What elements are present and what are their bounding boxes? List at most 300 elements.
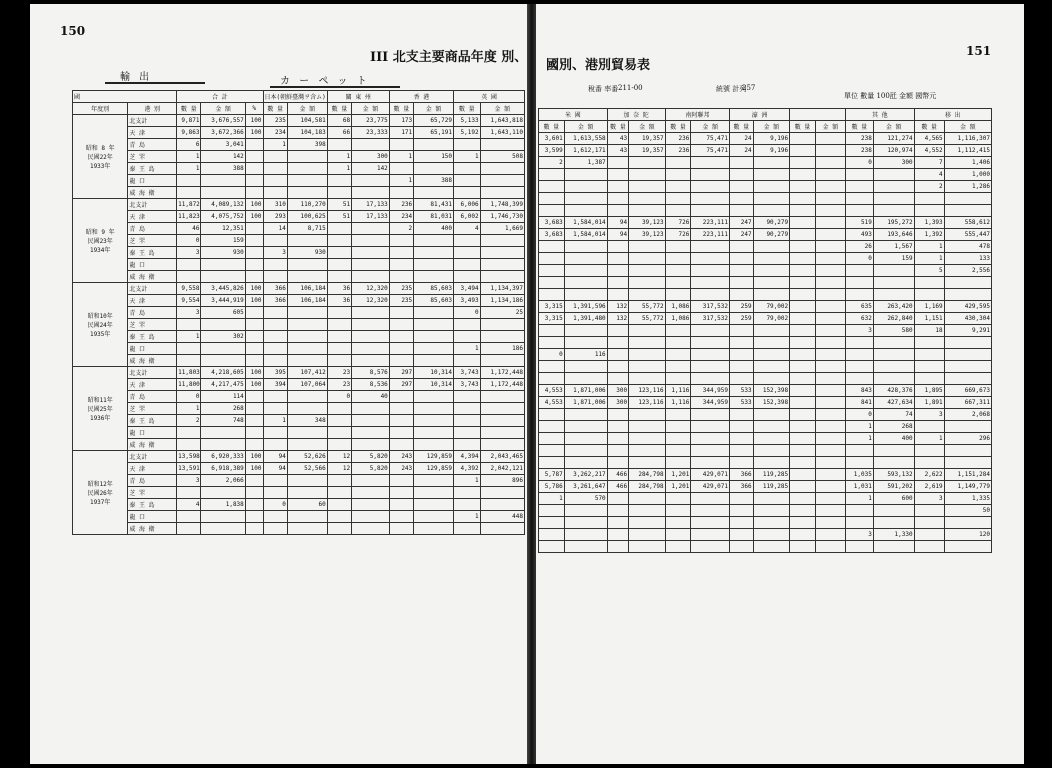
value-cell: 1,172,448 xyxy=(480,367,524,379)
value-cell xyxy=(177,511,201,523)
subcol-header: % xyxy=(245,103,263,115)
port-cell: 威 海 衛 xyxy=(128,439,177,451)
value-cell: 12,320 xyxy=(352,295,390,307)
value-cell: 1,612,171 xyxy=(564,145,607,157)
value-cell xyxy=(414,487,454,499)
value-cell xyxy=(352,139,390,151)
value-cell: 2 xyxy=(177,415,201,427)
value-cell xyxy=(414,319,454,331)
value-cell: 13,598 xyxy=(177,451,201,463)
value-cell: 85,603 xyxy=(414,295,454,307)
value-cell xyxy=(327,355,351,367)
code1-label: 稅番 率番 xyxy=(588,85,619,93)
port-cell: 威 海 衛 xyxy=(128,271,177,283)
value-cell xyxy=(607,337,628,349)
value-cell xyxy=(790,337,816,349)
table-row xyxy=(73,259,525,271)
value-cell xyxy=(201,187,245,199)
year-label: 1935年 xyxy=(89,331,111,338)
value-cell: 5,820 xyxy=(352,451,390,463)
value-cell: 519 xyxy=(845,217,873,229)
value-cell xyxy=(454,391,481,403)
value-cell xyxy=(629,445,666,457)
value-cell: 121,274 xyxy=(873,133,914,145)
unit-note: 單位 數量 100瓩 金額 國幣元 xyxy=(844,92,937,100)
table-row xyxy=(73,523,525,535)
value-cell: 6,918,389 xyxy=(201,463,245,475)
subcol-header: 數 量 xyxy=(665,121,691,133)
value-cell xyxy=(730,349,754,361)
value-cell xyxy=(790,517,816,529)
value-cell xyxy=(177,355,201,367)
code2-label: 統號 計列 xyxy=(716,85,747,93)
value-cell xyxy=(753,457,789,469)
table-row xyxy=(539,433,992,445)
port-cell: 秦 王 島 xyxy=(128,247,177,259)
value-cell xyxy=(691,517,730,529)
value-cell xyxy=(790,241,816,253)
table-row xyxy=(539,337,992,349)
value-cell xyxy=(327,139,351,151)
value-cell xyxy=(480,499,524,511)
value-cell xyxy=(327,271,351,283)
value-cell xyxy=(691,325,730,337)
value-cell xyxy=(414,235,454,247)
value-cell: 243 xyxy=(389,463,413,475)
value-cell: 65,729 xyxy=(414,115,454,127)
value-cell xyxy=(914,445,944,457)
value-cell xyxy=(944,349,991,361)
value-cell xyxy=(665,421,691,433)
value-cell: 300 xyxy=(352,151,390,163)
value-cell xyxy=(480,391,524,403)
value-cell xyxy=(845,541,873,553)
value-cell xyxy=(414,343,454,355)
value-cell: 1 xyxy=(327,151,351,163)
value-cell: 74 xyxy=(873,409,914,421)
value-cell xyxy=(245,499,263,511)
value-cell xyxy=(245,403,263,415)
table-row xyxy=(539,409,992,421)
port-cell: 天 津 xyxy=(128,211,177,223)
value-cell xyxy=(730,373,754,385)
value-cell xyxy=(815,421,845,433)
value-cell: 94 xyxy=(607,229,628,241)
value-cell xyxy=(790,421,816,433)
value-cell: 268 xyxy=(201,403,245,415)
subcol-header: 數 量 xyxy=(454,103,481,115)
table-row xyxy=(73,295,525,307)
value-cell xyxy=(539,505,565,517)
value-cell: 2,556 xyxy=(944,265,991,277)
value-cell xyxy=(263,151,287,163)
year-label: 昭和10年 xyxy=(87,313,113,320)
col-group-canada: 加 奈 陀 xyxy=(607,109,665,121)
value-cell xyxy=(245,235,263,247)
table-row xyxy=(73,355,525,367)
port-cell: 秦 王 島 xyxy=(128,331,177,343)
value-cell xyxy=(665,349,691,361)
value-cell xyxy=(263,175,287,187)
value-cell: 300 xyxy=(873,157,914,169)
value-cell xyxy=(352,475,390,487)
subcol-header: 金 額 xyxy=(691,121,730,133)
value-cell: 400 xyxy=(873,433,914,445)
col-group-kwantung: 關 東 州 xyxy=(327,91,389,103)
value-cell: 1,201 xyxy=(665,481,691,493)
table-row xyxy=(73,307,525,319)
value-cell xyxy=(352,499,390,511)
value-cell xyxy=(730,265,754,277)
col-group-britain: 英 國 xyxy=(454,91,525,103)
value-cell xyxy=(691,157,730,169)
value-cell: 3,315 xyxy=(539,313,565,325)
value-cell xyxy=(287,475,327,487)
value-cell xyxy=(454,259,481,271)
value-cell: 8,536 xyxy=(352,379,390,391)
value-cell xyxy=(564,169,607,181)
value-cell: 726 xyxy=(665,217,691,229)
value-cell: 104,183 xyxy=(287,127,327,139)
value-cell xyxy=(790,493,816,505)
subcol-header: 數 量 xyxy=(607,121,628,133)
value-cell xyxy=(944,337,991,349)
value-cell: 3 xyxy=(845,529,873,541)
value-cell xyxy=(691,169,730,181)
value-cell: 100 xyxy=(245,463,263,475)
value-cell xyxy=(629,241,666,253)
value-cell xyxy=(944,445,991,457)
value-cell xyxy=(629,289,666,301)
value-cell xyxy=(263,235,287,247)
value-cell xyxy=(327,187,351,199)
value-cell xyxy=(607,541,628,553)
book-spine xyxy=(527,4,536,764)
value-cell xyxy=(352,415,390,427)
value-cell xyxy=(790,157,816,169)
year-label: 民國24年 xyxy=(87,322,113,329)
code2-value: 257 xyxy=(742,84,756,92)
year-label: 昭和 8 年 xyxy=(85,145,115,152)
value-cell: 430,304 xyxy=(944,313,991,325)
table-row xyxy=(539,457,992,469)
port-cell: 芝 罘 xyxy=(128,151,177,163)
value-cell: 1,392 xyxy=(914,229,944,241)
value-cell: 142 xyxy=(352,163,390,175)
value-cell xyxy=(873,289,914,301)
table-row xyxy=(73,319,525,331)
value-cell xyxy=(607,433,628,445)
value-cell: 17,133 xyxy=(352,199,390,211)
table-row xyxy=(539,229,992,241)
value-cell xyxy=(245,247,263,259)
value-cell xyxy=(287,307,327,319)
value-cell xyxy=(245,223,263,235)
value-cell xyxy=(245,391,263,403)
table-row xyxy=(539,205,992,217)
year-label: 民國22年 xyxy=(87,154,113,161)
value-cell xyxy=(665,277,691,289)
value-cell: 23 xyxy=(327,367,351,379)
row-header-year: 年度別 xyxy=(73,103,128,115)
value-cell xyxy=(815,529,845,541)
value-cell: 8,715 xyxy=(287,223,327,235)
value-cell: 94 xyxy=(263,451,287,463)
value-cell xyxy=(665,241,691,253)
value-cell: 429,071 xyxy=(691,481,730,493)
value-cell: 9,291 xyxy=(944,325,991,337)
value-cell xyxy=(201,427,245,439)
value-cell xyxy=(245,319,263,331)
value-cell: 39,123 xyxy=(629,229,666,241)
value-cell xyxy=(263,427,287,439)
value-cell: 394 xyxy=(263,379,287,391)
value-cell xyxy=(873,193,914,205)
value-cell: 1 xyxy=(263,139,287,151)
value-cell xyxy=(287,391,327,403)
value-cell: 317,532 xyxy=(691,301,730,313)
value-cell xyxy=(790,445,816,457)
value-cell xyxy=(665,529,691,541)
value-cell xyxy=(730,241,754,253)
value-cell xyxy=(691,421,730,433)
value-cell: 11,872 xyxy=(177,199,201,211)
value-cell xyxy=(480,187,524,199)
value-cell: 100 xyxy=(245,211,263,223)
value-cell xyxy=(815,349,845,361)
value-cell xyxy=(944,457,991,469)
value-cell: 3,444,919 xyxy=(201,295,245,307)
value-cell: 300 xyxy=(607,385,628,397)
value-cell: 4 xyxy=(914,169,944,181)
value-cell: 1,116,307 xyxy=(944,133,991,145)
value-cell: 123,116 xyxy=(629,385,666,397)
value-cell xyxy=(790,541,816,553)
value-cell xyxy=(539,433,565,445)
value-cell xyxy=(454,415,481,427)
value-cell xyxy=(539,241,565,253)
value-cell: 116 xyxy=(564,349,607,361)
value-cell xyxy=(753,409,789,421)
value-cell xyxy=(753,241,789,253)
value-cell xyxy=(753,505,789,517)
value-cell: 247 xyxy=(730,229,754,241)
value-cell xyxy=(665,493,691,505)
value-cell xyxy=(352,403,390,415)
value-cell: 6,920,333 xyxy=(201,451,245,463)
value-cell xyxy=(665,337,691,349)
value-cell: 129,859 xyxy=(414,451,454,463)
value-cell xyxy=(177,343,201,355)
value-cell xyxy=(730,445,754,457)
value-cell xyxy=(539,517,565,529)
value-cell: 310 xyxy=(263,199,287,211)
value-cell xyxy=(665,181,691,193)
value-cell xyxy=(629,265,666,277)
value-cell: 748 xyxy=(201,415,245,427)
value-cell xyxy=(352,271,390,283)
value-cell: 3,601 xyxy=(539,133,565,145)
value-cell xyxy=(629,493,666,505)
value-cell xyxy=(815,385,845,397)
value-cell xyxy=(914,337,944,349)
value-cell: 388 xyxy=(201,163,245,175)
value-cell xyxy=(815,265,845,277)
value-cell xyxy=(389,187,413,199)
value-cell: 1 xyxy=(389,151,413,163)
value-cell xyxy=(944,517,991,529)
subcol-header: 金 額 xyxy=(287,103,327,115)
value-cell xyxy=(845,289,873,301)
value-cell: 3,262,217 xyxy=(564,469,607,481)
subcol-header: 金 額 xyxy=(815,121,845,133)
value-cell xyxy=(691,409,730,421)
value-cell: 5,820 xyxy=(352,463,390,475)
value-cell: 0 xyxy=(263,499,287,511)
value-cell: 2 xyxy=(539,157,565,169)
value-cell xyxy=(815,325,845,337)
value-cell: 235 xyxy=(389,283,413,295)
value-cell xyxy=(389,415,413,427)
value-cell: 1 xyxy=(914,241,944,253)
value-cell xyxy=(564,181,607,193)
port-cell: 龍 口 xyxy=(128,343,177,355)
value-cell: 236 xyxy=(665,133,691,145)
value-cell: 4,089,132 xyxy=(201,199,245,211)
value-cell: 0 xyxy=(327,391,351,403)
value-cell xyxy=(730,169,754,181)
port-cell: 芝 罘 xyxy=(128,319,177,331)
value-cell: 6,002 xyxy=(454,211,481,223)
value-cell xyxy=(629,421,666,433)
value-cell xyxy=(389,139,413,151)
value-cell xyxy=(352,439,390,451)
value-cell xyxy=(287,175,327,187)
value-cell xyxy=(177,523,201,535)
value-cell xyxy=(352,259,390,271)
value-cell: 11,823 xyxy=(177,211,201,223)
table-row xyxy=(539,325,992,337)
value-cell xyxy=(539,205,565,217)
subcol-header: 數 量 xyxy=(327,103,351,115)
value-cell: 1 xyxy=(845,433,873,445)
port-cell: 秦 王 島 xyxy=(128,499,177,511)
value-cell: 0 xyxy=(845,157,873,169)
value-cell xyxy=(629,181,666,193)
value-cell xyxy=(753,421,789,433)
value-cell xyxy=(389,403,413,415)
value-cell xyxy=(564,265,607,277)
value-cell: 10,314 xyxy=(414,379,454,391)
port-cell: 龍 口 xyxy=(128,259,177,271)
table-row xyxy=(73,235,525,247)
value-cell: 1 xyxy=(327,163,351,175)
value-cell: 263,420 xyxy=(873,301,914,313)
value-cell: 3,599 xyxy=(539,145,565,157)
value-cell xyxy=(564,409,607,421)
value-cell: 0 xyxy=(845,253,873,265)
value-cell xyxy=(352,343,390,355)
value-cell: 1 xyxy=(177,151,201,163)
value-cell xyxy=(480,235,524,247)
value-cell: 100 xyxy=(245,379,263,391)
value-cell xyxy=(944,205,991,217)
right-page xyxy=(536,4,1024,764)
value-cell xyxy=(389,355,413,367)
value-cell xyxy=(327,235,351,247)
value-cell xyxy=(845,457,873,469)
port-cell: 北支計 xyxy=(128,451,177,463)
value-cell xyxy=(730,289,754,301)
value-cell xyxy=(539,253,565,265)
value-cell xyxy=(327,499,351,511)
value-cell xyxy=(607,277,628,289)
value-cell: 223,111 xyxy=(691,229,730,241)
value-cell: 632 xyxy=(845,313,873,325)
value-cell xyxy=(607,373,628,385)
value-cell xyxy=(564,193,607,205)
value-cell xyxy=(629,373,666,385)
value-cell xyxy=(287,271,327,283)
value-cell xyxy=(873,505,914,517)
value-cell xyxy=(815,409,845,421)
value-cell: 2,042,121 xyxy=(480,463,524,475)
port-cell: 北支計 xyxy=(128,115,177,127)
value-cell xyxy=(263,319,287,331)
table-row xyxy=(539,253,992,265)
value-cell xyxy=(327,403,351,415)
value-cell xyxy=(815,541,845,553)
value-cell: 247 xyxy=(730,217,754,229)
value-cell: 300 xyxy=(607,397,628,409)
table-row xyxy=(539,421,992,433)
value-cell xyxy=(790,145,816,157)
value-cell xyxy=(245,523,263,535)
table-row xyxy=(73,379,525,391)
value-cell: 4,565 xyxy=(914,133,944,145)
value-cell xyxy=(177,271,201,283)
year-label: 1934年 xyxy=(89,247,111,254)
value-cell xyxy=(607,493,628,505)
value-cell xyxy=(730,517,754,529)
col-group-usa: 米 國 xyxy=(539,109,608,121)
value-cell xyxy=(730,181,754,193)
value-cell: 12 xyxy=(327,451,351,463)
value-cell xyxy=(790,181,816,193)
value-cell: 3 xyxy=(914,409,944,421)
value-cell: 9,196 xyxy=(753,133,789,145)
value-cell: 1,116 xyxy=(665,397,691,409)
subcol-header: 金 額 xyxy=(564,121,607,133)
value-cell xyxy=(287,427,327,439)
value-cell xyxy=(263,511,287,523)
port-cell: 青 島 xyxy=(128,307,177,319)
product-name: カ ー ペ ッ ト xyxy=(280,76,370,87)
value-cell xyxy=(287,187,327,199)
value-cell xyxy=(753,493,789,505)
value-cell xyxy=(845,445,873,457)
value-cell: 284,798 xyxy=(629,481,666,493)
value-cell: 1 xyxy=(454,151,481,163)
value-cell xyxy=(352,319,390,331)
value-cell: 400 xyxy=(414,223,454,235)
value-cell xyxy=(414,523,454,535)
table-row xyxy=(539,349,992,361)
value-cell xyxy=(414,499,454,511)
value-cell: 1,891 xyxy=(914,397,944,409)
value-cell xyxy=(790,397,816,409)
value-cell: 133 xyxy=(944,253,991,265)
